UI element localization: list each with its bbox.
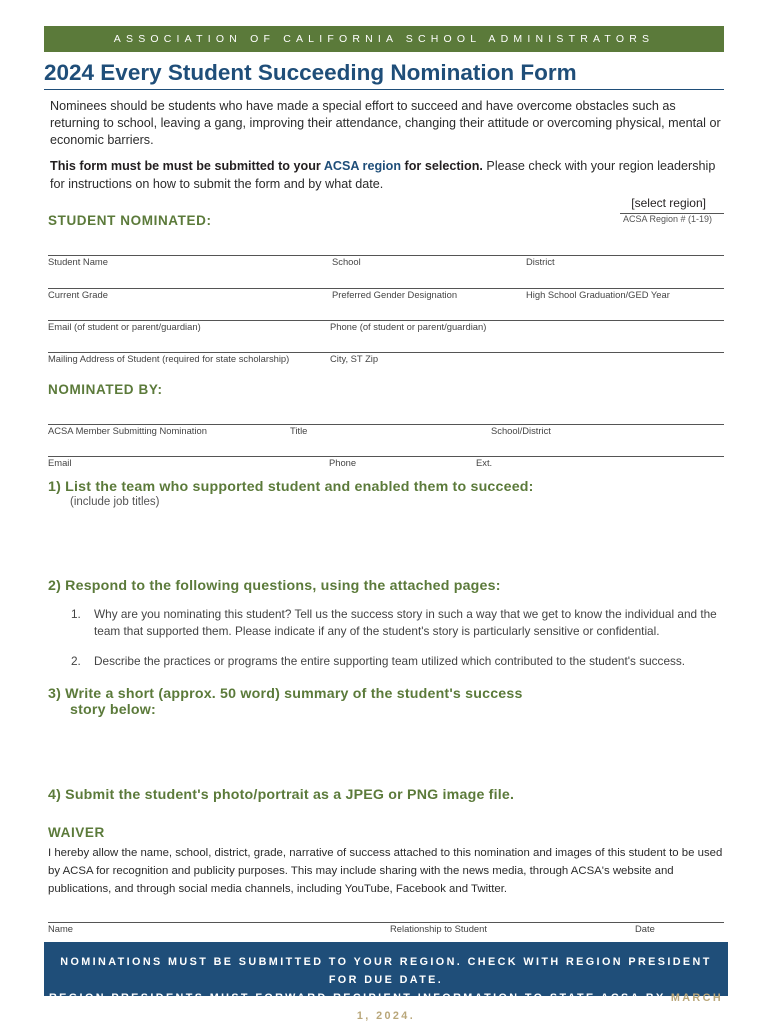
waiver-signature-line[interactable] [48, 922, 724, 923]
submission-note [50, 157, 724, 193]
question-2-item-2-number: 2. [71, 654, 81, 668]
question-3-heading: 3) Write a short (approx. 50 word) summary of the student's success [48, 686, 523, 702]
submission-note-bold: This form must be must be submitted to your [50, 159, 324, 173]
footer-line-2 [44, 989, 728, 1024]
intro-paragraph: Nominees should be students who have made a special effort to succeed and have overcome obstacles such as returning to school, leaving a gang, improving their attendance, changing their attitude or overcoming physical, mental or economic barriers. [50, 99, 721, 147]
nominator-email-label: Email [48, 457, 72, 468]
question-2-heading: 2) Respond to the following questions, using the attached pages: [48, 578, 501, 594]
title-divider [44, 89, 724, 90]
question-1-heading: 1) List the team who supported student and enabled them to succeed: [48, 479, 534, 495]
submission-note-rest: Please check with your region leadership for instructions on how to submit the form and by what date. [50, 159, 716, 191]
waiver-date-label: Date [635, 923, 655, 934]
footer-line-2-text: REGION PRESIDENTS MUST FORWARD RECIPIENT INFORMATION TO STATE ACSA BY [48, 992, 671, 1004]
current-grade-label: Current Grade [48, 289, 108, 300]
student-phone-label: Phone (of student or parent/guardian) [330, 321, 487, 332]
acsa-region-link[interactable]: ACSA region [323, 159, 402, 173]
school-district-label: School/District [491, 425, 551, 436]
question-3-heading-cont: story below: [70, 702, 156, 718]
member-label: ACSA Member Submitting Nomination [48, 425, 207, 436]
gender-label: Preferred Gender Designation [332, 289, 458, 300]
region-label: ACSA Region # (1-19) [622, 214, 712, 224]
deadline-footer [44, 942, 728, 1022]
title-label: Title [290, 425, 308, 436]
waiver-relationship-label: Relationship to Student [390, 923, 487, 934]
waiver-text: I hereby allow the name, school, district, grade, narrative of success attached to this nomination and images of this student to be used by ACSA for recognition and publicity purposes. This may include sharing with the news media, through ACSA's website and publications, and through social media channels, including YouTube, Facebook and Twitter. [48, 847, 723, 895]
grad-year-label: High School Graduation/GED Year [526, 289, 670, 300]
region-select[interactable]: [select region] [631, 196, 706, 210]
student-email-label: Email (of student or parent/guardian) [48, 321, 201, 332]
city-label: City, ST Zip [330, 353, 379, 364]
nominator-phone-label: Phone [329, 457, 357, 468]
student-name-label: Student Name [48, 256, 108, 267]
submission-note-bold-end: for selection. [401, 159, 483, 173]
question-2-item-2: Describe the practices or programs the entire supporting team utilized which contributed to the student's success. [94, 654, 686, 668]
association-banner: ASSOCIATION OF CALIFORNIA SCHOOL ADMINISTRATORS [44, 26, 724, 52]
district-label: District [526, 256, 555, 267]
footer-line-1: NOMINATIONS MUST BE SUBMITTED TO YOUR REGION. CHECK WITH REGION PRESIDENT FOR DUE DATE. [60, 956, 712, 986]
nominator-section-heading: NOMINATED BY: [48, 382, 163, 397]
nominator-ext-label: Ext. [476, 457, 493, 468]
nominator-row-2-line[interactable] [48, 456, 724, 457]
question-4-heading: 4) Submit the student's photo/portrait as a JPEG or PNG image file. [48, 787, 515, 803]
student-row-1-line[interactable] [48, 255, 724, 256]
footer-deadline-date: MARCH 1, 2024. [356, 992, 724, 1022]
school-label: School [332, 256, 361, 267]
question-1-subtext: (include job titles) [70, 496, 160, 508]
question-2-item-1: Why are you nominating this student? Tell us the success story in such a way that we get to know the individual and the team that supported them. Please indicate if any of the student's story is particularly sensitive or confidential. [94, 607, 717, 638]
student-section-heading: STUDENT NOMINATED: [48, 213, 212, 228]
waiver-name-label: Name [48, 923, 74, 934]
waiver-heading: WAIVER [48, 825, 105, 840]
question-2-item-1-number: 1. [71, 607, 81, 621]
address-label: Mailing Address of Student (required for state scholarship) [48, 353, 290, 364]
page-title: 2024 Every Student Succeeding Nomination Form [44, 60, 577, 85]
